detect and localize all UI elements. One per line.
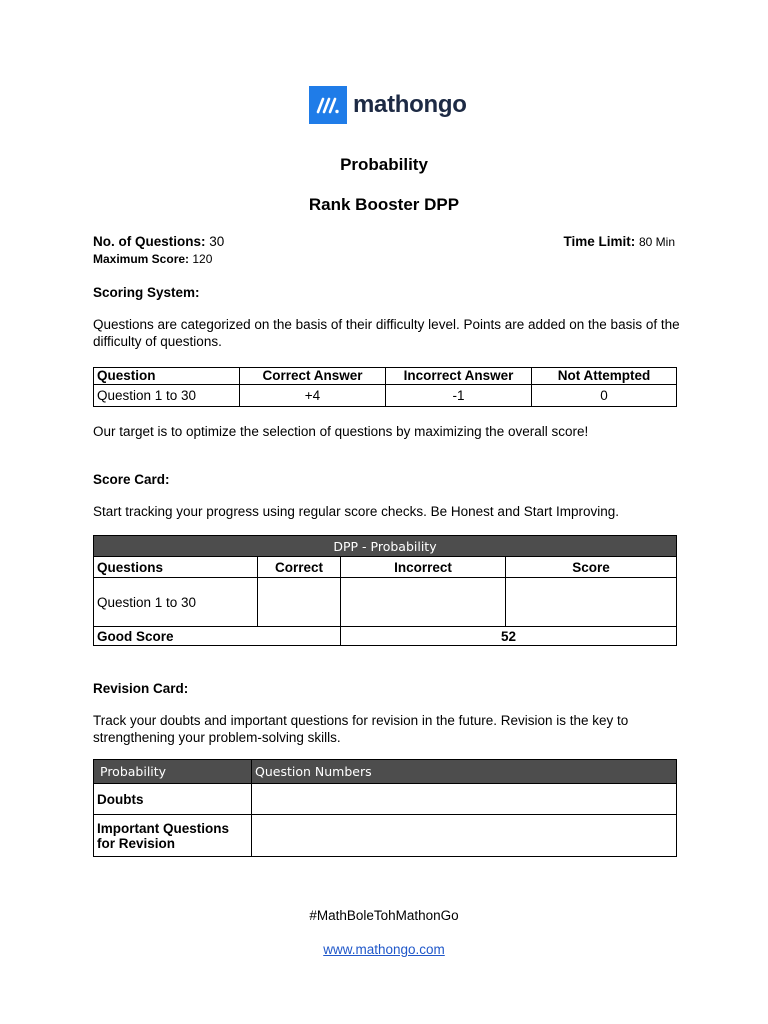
score-header: Score: [506, 557, 677, 578]
scoring-table: [93, 367, 677, 407]
good-score-value: 52: [341, 627, 677, 646]
footer-link-wrap: [0, 941, 768, 958]
time-limit: Time Limit: 80 Min: [563, 234, 675, 249]
scoring-header: Incorrect Answer: [386, 368, 532, 385]
good-score-label: Good Score: [94, 627, 341, 646]
scoring-description: Questions are categorized on the basis of their difficulty level. Points are added on the basis of the difficulty of questions.: [93, 317, 680, 349]
correct-entry-cell[interactable]: [258, 578, 341, 627]
score-card-table: [93, 535, 677, 646]
score-entry-cell[interactable]: [506, 578, 677, 627]
score-card-title: DPP - Probability: [94, 536, 677, 557]
important-questions-entry-cell[interactable]: [252, 815, 677, 857]
page-subtitle: Rank Booster DPP: [308, 195, 460, 214]
table-row: [94, 815, 677, 857]
revision-description: Track your doubts and important questions for revision in the future. Revision is the key to strengthening your problem-solving skills.: [93, 713, 629, 745]
scoring-header: Not Attempted: [532, 368, 677, 385]
mathongo-logo: [309, 86, 467, 124]
scoring-cell: 0: [532, 385, 677, 407]
revision-header: Question Numbers: [252, 760, 677, 784]
table-row: [94, 627, 677, 646]
scoring-header: Correct Answer: [240, 368, 386, 385]
incorrect-entry-cell[interactable]: [341, 578, 506, 627]
scorecard-description: Start tracking your progress using regular score checks. Be Honest and Start Improving.: [93, 504, 619, 519]
page-title: Probability: [340, 155, 428, 174]
mathongo-logo-mark: [309, 86, 347, 124]
score-row-label: Question 1 to 30: [94, 578, 258, 627]
revision-header: Probability: [94, 760, 252, 784]
website-link[interactable]: www.mathongo.com: [323, 942, 445, 957]
maximum-score: Maximum Score: 120: [93, 252, 213, 266]
score-header: Questions: [94, 557, 258, 578]
score-header: Correct: [258, 557, 341, 578]
table-row: [94, 784, 677, 815]
scoring-header: Question: [94, 368, 240, 385]
logo-wordmark: mathongo: [353, 91, 467, 118]
scoring-heading: Scoring System:: [93, 285, 200, 300]
revision-row-label: Doubts: [94, 784, 252, 815]
revision-row-label: Important Questions for Revision: [94, 815, 252, 857]
questions-count: No. of Questions: 30: [93, 234, 225, 249]
revision-heading: Revision Card:: [93, 681, 189, 696]
doubts-entry-cell[interactable]: [252, 784, 677, 815]
hashtag: #MathBoleTohMathonGo: [309, 908, 459, 923]
scoring-cell: +4: [240, 385, 386, 407]
target-statement: Our target is to optimize the selection of questions by maximizing the overall score!: [93, 424, 589, 439]
score-header: Incorrect: [341, 557, 506, 578]
table-row: [94, 578, 677, 627]
scoring-cell: Question 1 to 30: [94, 385, 240, 407]
table-row: [94, 385, 677, 407]
scorecard-heading: Score Card:: [93, 472, 170, 487]
revision-table: [93, 759, 677, 857]
scoring-cell: -1: [386, 385, 532, 407]
